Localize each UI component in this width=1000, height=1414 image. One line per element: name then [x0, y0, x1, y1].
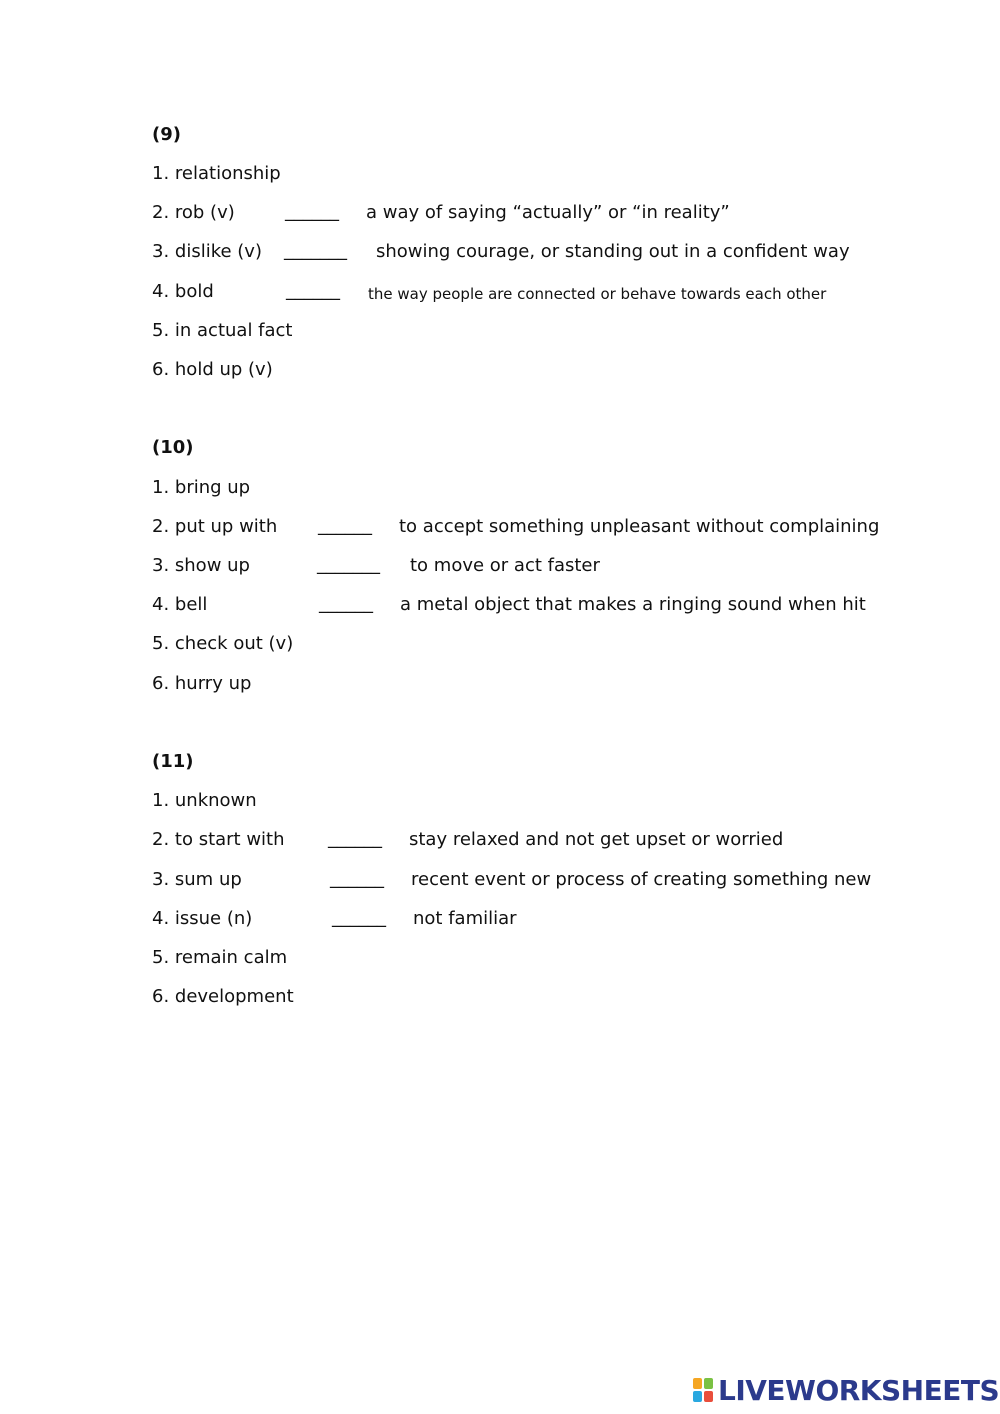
- definition: not familiar: [413, 908, 517, 929]
- answer-blank[interactable]: _______: [284, 240, 347, 261]
- definition: to accept something unpleasant without complaining: [399, 516, 880, 537]
- answer-blank[interactable]: ______: [330, 868, 384, 889]
- definition: a metal object that makes a ringing sound when hit: [400, 594, 866, 615]
- liveworksheets-logo: [692, 1373, 999, 1407]
- definition: recent event or process of creating something new: [411, 869, 872, 890]
- answer-blank[interactable]: ______: [286, 280, 340, 301]
- list-item: 6. development: [152, 986, 294, 1007]
- list-item: 5. remain calm: [152, 947, 288, 968]
- logo-text: LIVEWORKSHEETS: [718, 1373, 1000, 1407]
- list-item: 6. hurry up: [152, 673, 252, 694]
- section-heading: (11): [152, 751, 194, 772]
- list-item: 3. dislike (v): [152, 241, 262, 262]
- section-heading: (10): [152, 437, 194, 458]
- list-item: 4. bell: [152, 594, 208, 615]
- list-item: 1. bring up: [152, 477, 251, 498]
- definition: showing courage, or standing out in a confident way: [376, 241, 850, 262]
- list-item: 4. bold: [152, 281, 214, 302]
- definition: to move or act faster: [410, 555, 600, 576]
- list-item: 6. hold up (v): [152, 359, 273, 380]
- list-item: 5. check out (v): [152, 633, 294, 654]
- section-heading: (9): [152, 124, 181, 145]
- list-item: 2. put up with: [152, 516, 278, 537]
- answer-blank[interactable]: ______: [332, 907, 386, 928]
- list-item: 2. rob (v): [152, 202, 235, 223]
- liveworksheets-logo-icon: [692, 1377, 714, 1403]
- answer-blank[interactable]: ______: [328, 828, 382, 849]
- list-item: 1. relationship: [152, 163, 281, 184]
- list-item: 5. in actual fact: [152, 320, 293, 341]
- answer-blank[interactable]: _______: [317, 554, 380, 575]
- list-item: 3. show up: [152, 555, 250, 576]
- list-item: 4. issue (n): [152, 908, 253, 929]
- list-item: 1. unknown: [152, 790, 257, 811]
- answer-blank[interactable]: ______: [285, 201, 339, 222]
- answer-blank[interactable]: ______: [319, 593, 373, 614]
- list-item: 3. sum up: [152, 869, 242, 890]
- answer-blank[interactable]: ______: [318, 515, 372, 536]
- list-item: 2. to start with: [152, 829, 285, 850]
- definition: a way of saying “actually” or “in reality”: [366, 202, 730, 223]
- definition: stay relaxed and not get upset or worried: [409, 829, 784, 850]
- definition: the way people are connected or behave towards each other: [368, 285, 827, 303]
